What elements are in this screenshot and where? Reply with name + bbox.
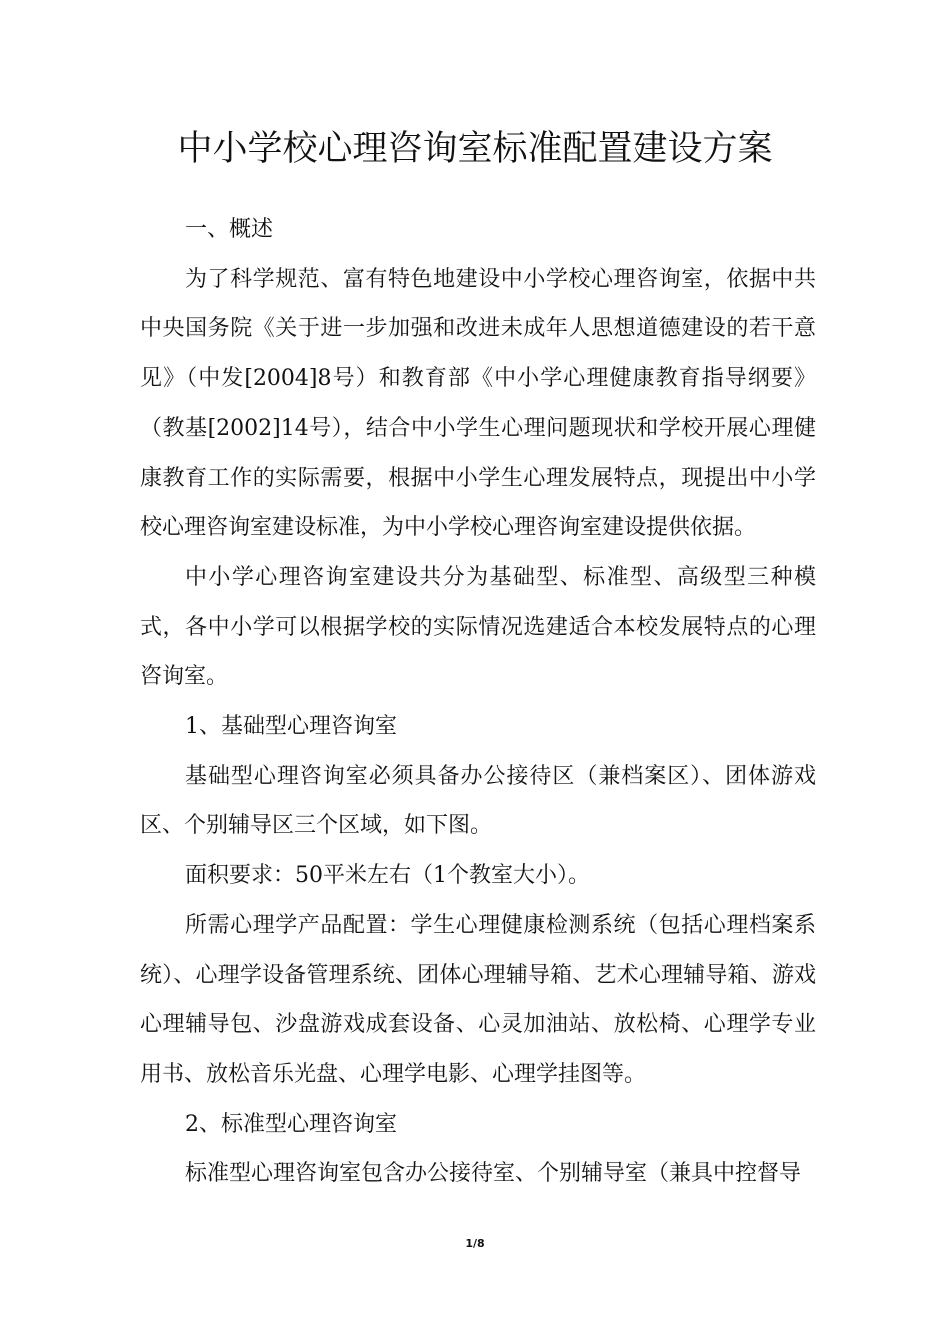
page-number: 1/8 [465, 1237, 485, 1250]
document-title: 中小学校心理咨询室标准配置建设方案 [177, 129, 773, 169]
section-heading-basic: 1、基础型心理咨询室 [185, 714, 397, 740]
section-heading-standard: 2、标准型心理咨询室 [185, 1111, 397, 1137]
paragraph-basic-size: 面积要求：50平米左右（1个教室大小）。 [185, 863, 590, 889]
paragraph-basic-products: 所需心理学产品配置：学生心理健康检测系统（包括心理档案系统）、心理学设备管理系统、团体心理辅导箱、艺术心理辅导箱、游戏心理辅导包、沙盘游戏成套设备、心灵加油站、放松椅、心理学专业用书、放松音乐光盘、心理学电影、心理学挂图等。 [140, 912, 816, 1087]
paragraph-standard-rooms: 标准型心理咨询室包含办公接待室、个别辅导室（兼具中控督导 [185, 1161, 802, 1187]
section-heading-overview: 一、概述 [185, 217, 274, 242]
paragraph-purpose: 为了科学规范、富有特色地建设中小学校心理咨询室，依据中共中央国务院《关于进一步加强和改进未成年人思想道德建设的若干意见》（中发[2004]8号）和教育部《中小学心理健康教育指导纲要》（教基[2002]14号），结合中小学生心理问题现状和学校开展心理健康教育工作的实际需要，根据中小学生心理发展特点，现提出中小学校心理咨询室建设标准，为中小学校心理咨询室建设提供依据。 [140, 266, 816, 541]
document-body [140, 205, 816, 1199]
paragraph-basic-areas: 基础型心理咨询室必须具备办公接待区（兼档案区）、团体游戏区、个别辅导区三个区域，如下图。 [140, 763, 816, 839]
paragraph-modes: 中小学心理咨询室建设共分为基础型、标准型、高级型三种模式，各中小学可以根据学校的实际情况选建适合本校发展特点的心理咨询室。 [140, 564, 816, 690]
